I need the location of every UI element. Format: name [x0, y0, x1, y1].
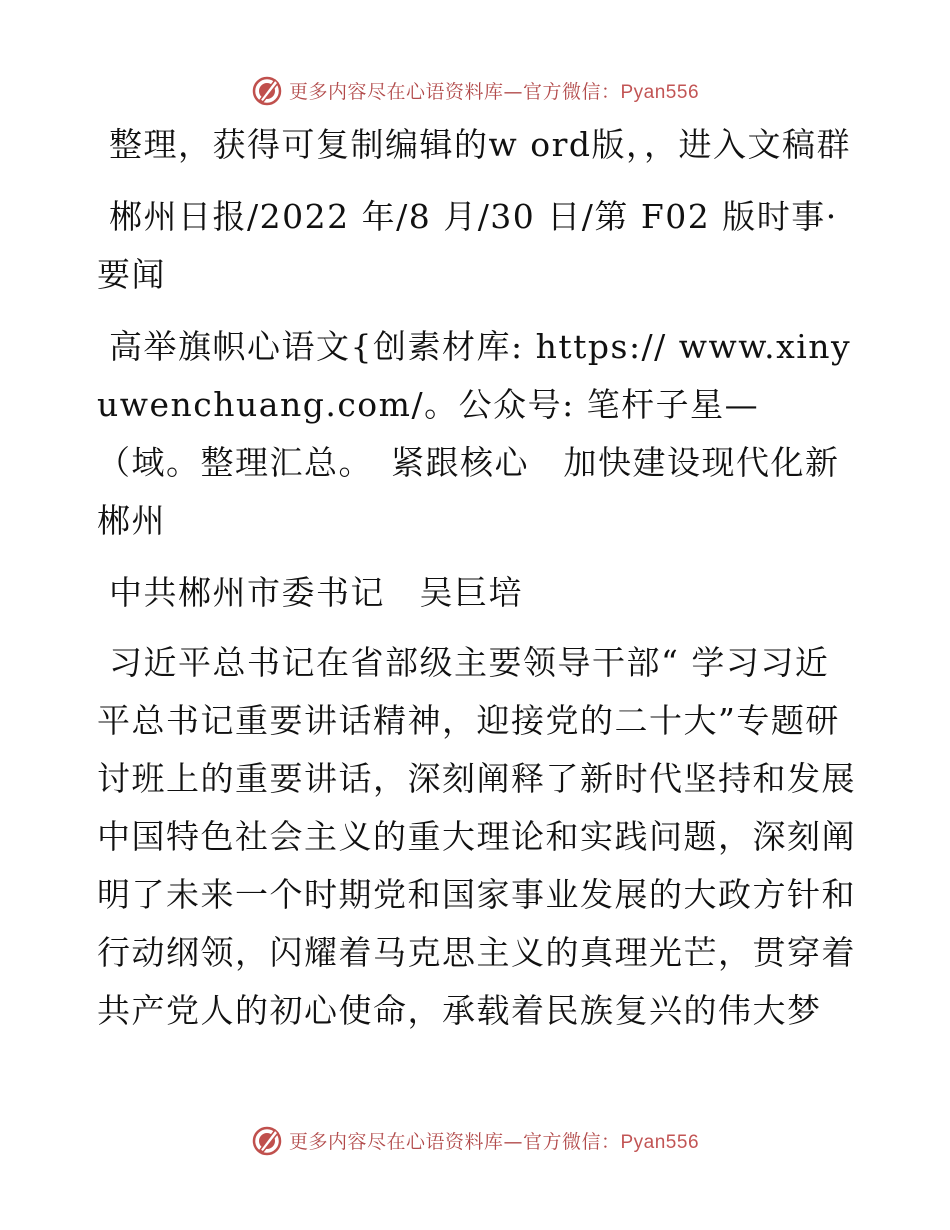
watermark-wechat-label: 官方微信：	[522, 80, 621, 103]
watermark-text	[289, 77, 699, 104]
paragraph-author: 中共郴州市委书记 吴巨培	[109, 573, 523, 612]
watermark-handle: Pyan556	[620, 81, 700, 103]
paragraph-body: 习近平总书记在省部级主要领导干部“ 学习习近平总书记重要讲话精神，迎接党的二十大”专题研讨班上的重要讲话，深刻阐释了新时代坚持和发展中国特色社会主义的重大理论和实践问题，深刻阐明了未来一个时期党和国家事业发展的大政方针和行动纲领，闪耀着马克思主义的真理光芒，贯穿着共产党人的初心使命，承载着民族复兴的伟大梦	[97, 643, 856, 1030]
watermark-sep: —	[503, 80, 523, 103]
quill-logo-icon	[251, 1124, 283, 1156]
paragraph-source: 郴州日报/2022 年/8 月/30 日/第 F02 版时事·要闻	[97, 197, 838, 294]
paragraph-intro: 整理，获得可复制编辑的w ord版，，进入文稿群	[109, 125, 852, 164]
paragraph-title: 高举旗帜心语文{创素材库: https:// www.xinyuwenchuang.com/。公众号: 笔杆子星—（域。整理汇总。 紧跟核心 加快建设现代化新郴州	[97, 327, 852, 540]
document-body	[97, 116, 857, 1058]
quill-logo-icon	[251, 74, 283, 106]
watermark-handle: Pyan556	[620, 1131, 700, 1153]
watermark-main: 更多内容尽在心语资料库	[288, 1130, 504, 1153]
watermark-sep: —	[503, 1130, 523, 1153]
watermark-main: 更多内容尽在心语资料库	[288, 80, 504, 103]
watermark-wechat-label: 官方微信：	[522, 1130, 621, 1153]
header-watermark	[0, 70, 950, 110]
watermark-text	[289, 1127, 699, 1154]
footer-watermark	[0, 1120, 950, 1160]
